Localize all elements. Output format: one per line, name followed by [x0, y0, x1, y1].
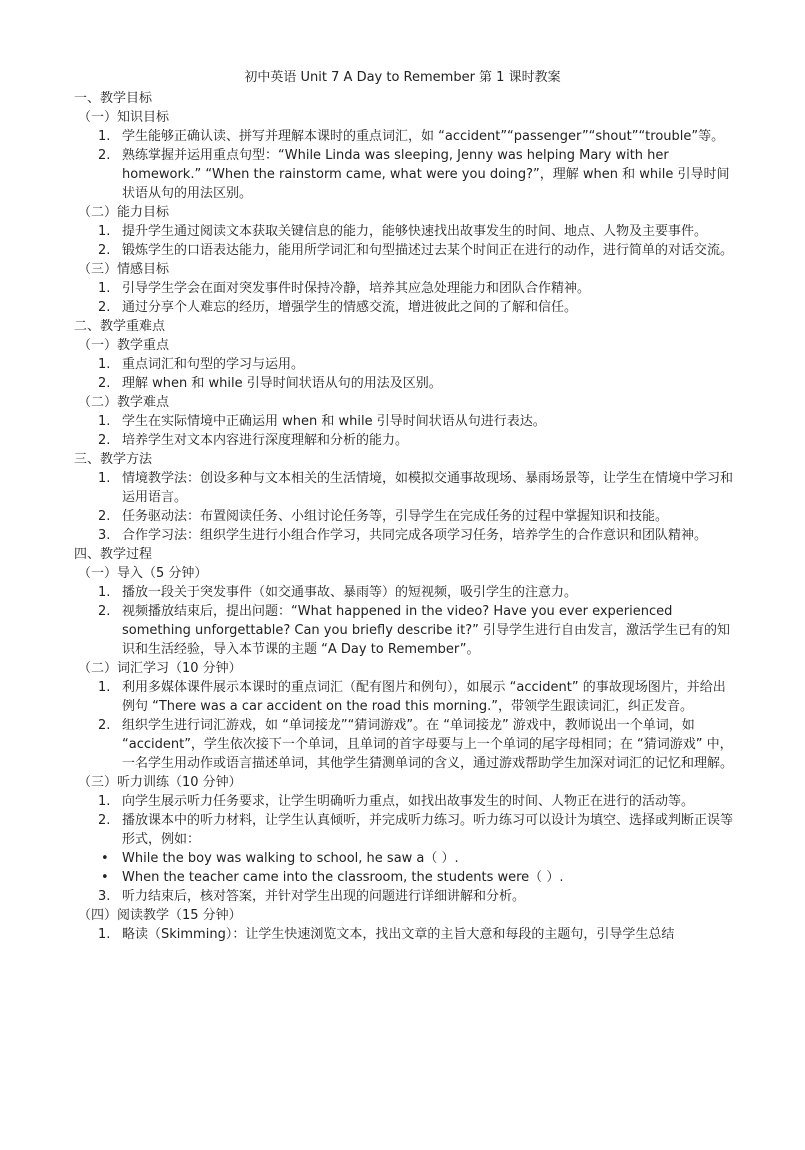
bullet-item: [74, 849, 734, 868]
bullet-marker: •: [101, 851, 109, 866]
item-number: 2.: [98, 243, 111, 258]
subsection-heading: （三）听力训练（10 分钟）: [78, 775, 242, 790]
item-number: 2.: [98, 813, 111, 828]
list-item: [74, 127, 734, 146]
item-text: 熟练掌握并运用重点句型：“While Linda was sleeping, Jenny was helping Mary with her homework.” “When the rainstorm came, what were you doing?”，理解 when 和 while 引导时间状语从句的用法区别。: [122, 148, 730, 201]
subsection-heading: （三）情感目标: [78, 262, 170, 277]
item-number: 1.: [98, 680, 111, 695]
item-text: 培养学生对文本内容进行深度理解和分析的能力。: [122, 433, 409, 448]
list-item: [74, 298, 734, 317]
item-number: 1.: [98, 357, 111, 372]
document-body: [74, 89, 734, 944]
item-number: 1.: [98, 794, 111, 809]
item-text: 视频播放结束后，提出问题：“What happened in the video? Have you ever experienced something unforgettable? Can you briefly describe it?” 引导学生进行自由发言，激活学生已有的知识和生活经验，导入本节课的主题 “A Day to Remember”。: [122, 604, 731, 657]
subsection-heading: （一）教学重点: [78, 338, 170, 353]
list-item: [74, 811, 734, 849]
section-heading: 二、教学重难点: [74, 319, 166, 334]
list-item: [74, 146, 734, 203]
item-text: 向学生展示听力任务要求，让学生明确听力重点，如找出故事发生的时间、人物正在进行的活动等。: [122, 794, 695, 809]
subsection-heading: （二）词汇学习（10 分钟）: [78, 661, 242, 676]
item-text: 播放一段关于突发事件（如交通事故、暴雨等）的短视频，吸引学生的注意力。: [122, 585, 578, 600]
item-number: 1.: [98, 281, 111, 296]
item-number: 1.: [98, 471, 111, 486]
subsection-heading: （二）能力目标: [78, 205, 170, 220]
subsection-heading: （一）导入（5 分钟）: [78, 566, 208, 581]
item-text: 播放课本中的听力材料，让学生认真倾听，并完成听力练习。听力练习可以设计为填空、选择或判断正误等形式，例如：: [122, 813, 734, 847]
list-item: [74, 583, 734, 602]
item-number: 2.: [98, 604, 111, 619]
item-text: 理解 when 和 while 引导时间状语从句的用法及区别。: [122, 376, 442, 391]
item-number: 1.: [98, 927, 111, 942]
list-item: [74, 431, 734, 450]
list-item: [74, 526, 734, 545]
subsection-heading: （一）知识目标: [78, 110, 170, 125]
list-item: [74, 602, 734, 659]
item-text: 学生在实际情境中正确运用 when 和 while 引导时间状语从句进行表达。: [122, 414, 546, 429]
list-item: [74, 469, 734, 507]
item-number: 3.: [98, 889, 111, 904]
section-heading: 三、教学方法: [74, 452, 153, 467]
item-text: 组织学生进行词汇游戏，如 “单词接龙”“猜词游戏”。在 “单词接龙” 游戏中，教师说出一个单词，如 “accident”，学生依次接下一个单词，且单词的首字母要与上一个单词的尾字母相同；在 “猜词游戏” 中，一名学生用动作或语言描述单词，其他学生猜测单词的含义，通过游戏帮助学生加深对词汇的记忆和理解。: [122, 718, 734, 771]
list-item: [74, 678, 734, 716]
list-item: [74, 507, 734, 526]
item-number: 2.: [98, 376, 111, 391]
list-item: [74, 412, 734, 431]
item-text: When the teacher came into the classroom, the students were（ ）.: [122, 870, 564, 885]
item-number: 1.: [98, 414, 111, 429]
item-text: 锻炼学生的口语表达能力，能用所学词汇和句型描述过去某个时间正在进行的动作，进行简单的对话交流。: [122, 243, 734, 258]
item-number: 1.: [98, 129, 111, 144]
item-text: 重点词汇和句型的学习与运用。: [122, 357, 305, 372]
item-number: 2.: [98, 148, 111, 163]
list-item: [74, 355, 734, 374]
item-number: 1.: [98, 224, 111, 239]
item-text: 利用多媒体课件展示本课时的重点词汇（配有图片和例句），如展示 “accident” 的事故现场图片，并给出例句 “There was a car accident on the road this morning.”，带领学生跟读词汇，纠正发音。: [122, 680, 726, 714]
list-item: [74, 279, 734, 298]
item-number: 2.: [98, 300, 111, 315]
item-text: 通过分享个人难忘的经历，增强学生的情感交流，增进彼此之间的了解和信任。: [122, 300, 578, 315]
item-number: 1.: [98, 585, 111, 600]
section-heading: 一、教学目标: [74, 91, 153, 106]
item-text: 合作学习法：组织学生进行小组合作学习，共同完成各项学习任务，培养学生的合作意识和团队精神。: [122, 528, 708, 543]
item-number: 3.: [98, 528, 111, 543]
list-item: [74, 792, 734, 811]
item-text: 听力结束后，核对答案，并针对学生出现的问题进行详细讲解和分析。: [122, 889, 526, 904]
list-item: [74, 716, 734, 773]
list-item: [74, 374, 734, 393]
page-title: 初中英语 Unit 7 A Day to Remember 第 1 课时教案: [244, 70, 561, 85]
item-text: While the boy was walking to school, he saw a（ ）.: [122, 851, 459, 866]
list-item: [74, 887, 734, 906]
item-text: 情境教学法：创设多种与文本相关的生活情境，如模拟交通事故现场、暴雨场景等，让学生在情境中学习和运用语言。: [122, 471, 734, 505]
item-text: 提升学生通过阅读文本获取关键信息的能力，能够快速找出故事发生的时间、地点、人物及主要事件。: [122, 224, 708, 239]
list-item: [74, 222, 734, 241]
item-text: 引导学生学会在面对突发事件时保持冷静，培养其应急处理能力和团队合作精神。: [122, 281, 591, 296]
subsection-heading: （四）阅读教学（15 分钟）: [78, 908, 242, 923]
item-text: 任务驱动法：布置阅读任务、小组讨论任务等，引导学生在完成任务的过程中掌握知识和技能。: [122, 509, 669, 524]
subsection-heading: （二）教学难点: [78, 395, 170, 410]
list-item: [74, 925, 734, 944]
item-number: 2.: [98, 509, 111, 524]
list-item: [74, 241, 734, 260]
item-number: 2.: [98, 433, 111, 448]
item-text: 略读（Skimming）：让学生快速浏览文本，找出文章的主旨大意和每段的主题句，引导学生总结: [122, 927, 675, 942]
item-text: 学生能够正确认读、拼写并理解本课时的重点词汇，如 “accident”“passenger”“shout”“trouble”等。: [122, 129, 725, 144]
section-heading: 四、教学过程: [74, 547, 153, 562]
item-number: 2.: [98, 718, 111, 733]
bullet-marker: •: [101, 870, 109, 885]
bullet-item: [74, 868, 734, 887]
